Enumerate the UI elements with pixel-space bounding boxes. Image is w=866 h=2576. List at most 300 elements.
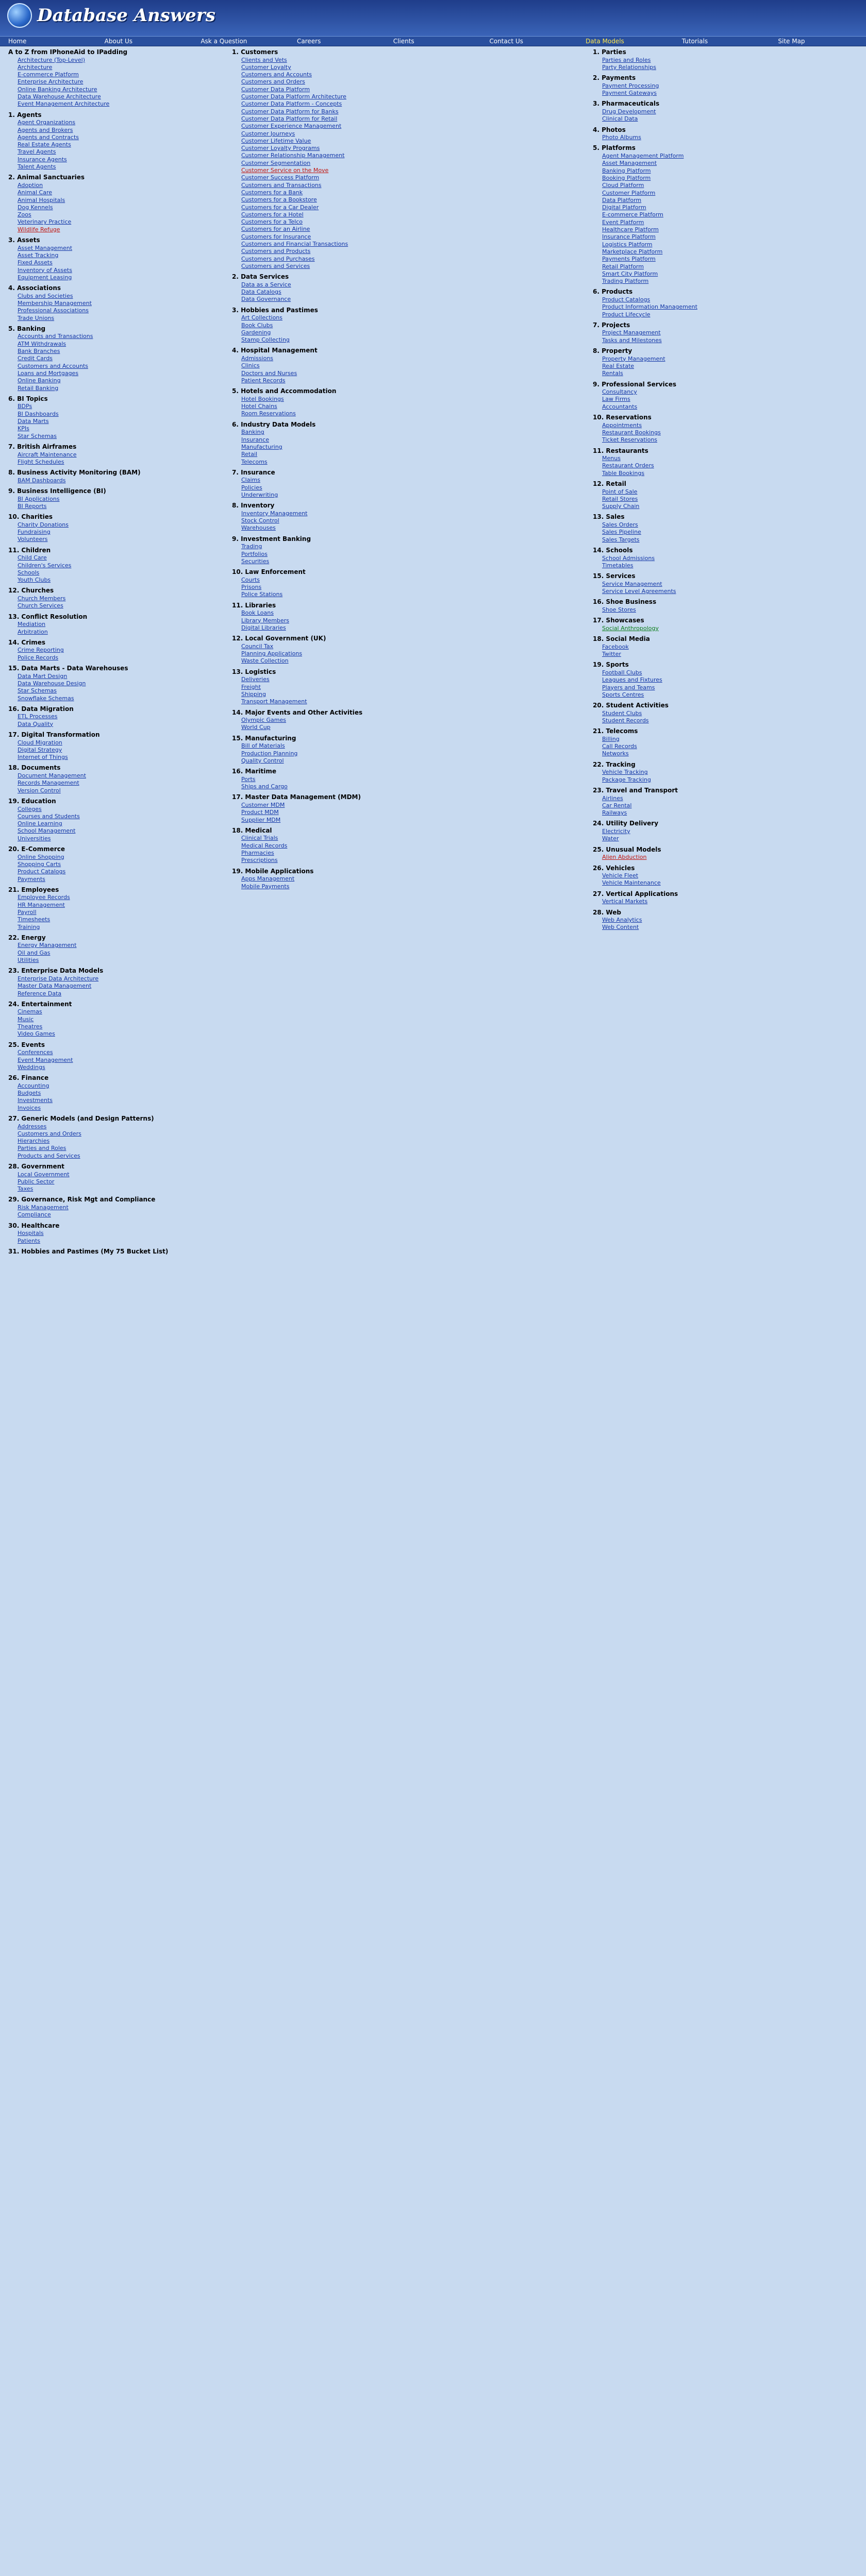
category-title[interactable]: 29. Governance, Risk Mgt and Compliance <box>8 1196 156 1204</box>
category-title[interactable]: 23. Travel and Transport <box>593 786 678 794</box>
model-link[interactable]: Deliveries <box>241 676 270 683</box>
model-link[interactable]: Aircraft Maintenance <box>18 451 77 458</box>
model-link[interactable]: Stock Control <box>241 517 279 524</box>
nav-item-contact-us[interactable]: Contact Us <box>489 38 523 45</box>
model-link[interactable]: Weddings <box>18 1063 45 1071</box>
model-link[interactable]: Colleges <box>18 805 42 812</box>
model-link[interactable]: Web Analytics <box>602 917 642 924</box>
model-link[interactable]: Production Planning <box>241 750 298 757</box>
category-title[interactable]: 11. Children <box>8 546 51 554</box>
model-link[interactable]: Banking Platform <box>602 167 651 174</box>
model-link[interactable]: Hotel Chains <box>241 403 277 410</box>
model-link[interactable]: Church Members <box>18 595 66 602</box>
model-link[interactable]: Product Information Management <box>602 303 697 311</box>
model-link[interactable]: Insurance Agents <box>18 156 67 163</box>
model-link[interactable]: Investments <box>18 1097 53 1104</box>
model-link[interactable]: Payroll <box>18 909 37 916</box>
category-title[interactable]: 17. Master Data Management (MDM) <box>232 793 361 801</box>
model-link[interactable]: Document Management <box>18 772 86 779</box>
model-link[interactable]: Customer Data Platform Architecture <box>241 93 346 100</box>
model-link[interactable]: Planning Applications <box>241 650 303 657</box>
category-title[interactable]: 27. Generic Models (and Design Patterns) <box>8 1114 154 1122</box>
model-link[interactable]: Transport Management <box>241 698 307 705</box>
model-link[interactable]: Data Governance <box>241 296 291 303</box>
model-link[interactable]: Fundraising <box>18 529 51 536</box>
model-link[interactable]: Retail <box>241 451 258 458</box>
model-link[interactable]: Data Platform <box>602 196 642 204</box>
model-link[interactable]: Customers and Accounts <box>241 71 312 78</box>
model-link[interactable]: Agents and Brokers <box>18 126 73 133</box>
model-link[interactable]: Event Management Architecture <box>18 100 110 108</box>
model-link[interactable]: Warehouses <box>241 524 276 532</box>
model-link[interactable]: Gardening <box>241 329 271 336</box>
model-link[interactable]: Employee Records <box>18 894 70 901</box>
model-link[interactable]: Ships and Cargo <box>241 783 288 790</box>
model-link[interactable]: Loans and Mortgages <box>18 369 79 377</box>
category-title[interactable]: 24. Entertainment <box>8 1000 72 1008</box>
category-title[interactable]: 5. Platforms <box>593 144 636 152</box>
model-link[interactable]: Water <box>602 835 619 842</box>
model-link[interactable]: Travel Agents <box>18 148 56 156</box>
model-link[interactable]: Asset Management <box>602 160 657 167</box>
model-link[interactable]: Customer Segmentation <box>241 159 311 166</box>
model-link[interactable]: School Admissions <box>602 554 655 562</box>
model-link[interactable]: Sales Orders <box>602 521 638 529</box>
category-title[interactable]: 10. Law Enforcement <box>232 568 306 576</box>
model-link[interactable]: Smart City Platform <box>602 270 658 277</box>
category-title[interactable]: 4. Hospital Management <box>232 347 318 354</box>
category-title[interactable]: 8. Property <box>593 347 632 355</box>
model-link[interactable]: Vehicle Maintenance <box>602 879 661 887</box>
model-link[interactable]: Customer Platform <box>602 189 656 196</box>
model-link[interactable]: Architecture <box>18 63 53 71</box>
model-link[interactable]: Customer Loyalty <box>241 63 291 71</box>
category-title[interactable]: 12. Retail <box>593 480 626 487</box>
model-link[interactable]: Book Clubs <box>241 321 273 329</box>
category-title[interactable]: 2. Payments <box>593 74 636 82</box>
model-link[interactable]: Reference Data <box>18 990 62 997</box>
category-title[interactable]: 13. Conflict Resolution <box>8 613 88 620</box>
model-link[interactable]: Courts <box>241 576 260 583</box>
model-link[interactable]: Accountants <box>602 403 638 410</box>
model-link[interactable]: Stamp Collecting <box>241 336 290 344</box>
model-link[interactable]: Professional Associations <box>18 307 89 314</box>
model-link[interactable]: Children's Services <box>18 562 72 569</box>
model-link[interactable]: Room Reservations <box>241 410 296 417</box>
category-title[interactable]: 15. Manufacturing <box>232 734 296 742</box>
category-title[interactable]: 17. Digital Transformation <box>8 731 100 738</box>
model-link[interactable]: Event Platform <box>602 218 644 226</box>
category-title[interactable]: 7. Insurance <box>232 468 275 476</box>
model-link[interactable]: Arbitration <box>18 628 48 635</box>
model-link[interactable]: ATM Withdrawals <box>18 340 66 347</box>
model-link[interactable]: Council Tax <box>241 642 274 650</box>
category-title[interactable]: 15. Services <box>593 572 636 580</box>
category-title[interactable]: 1. Customers <box>232 48 278 56</box>
model-link[interactable]: Admissions <box>241 355 274 362</box>
model-link[interactable]: Youth Clubs <box>18 577 51 584</box>
model-link[interactable]: Addresses <box>18 1123 47 1130</box>
model-link[interactable]: Quality Control <box>241 757 284 764</box>
category-title[interactable]: 19. Sports <box>593 661 629 669</box>
model-link[interactable]: Music <box>18 1015 34 1023</box>
model-link[interactable]: Online Banking <box>18 377 61 384</box>
model-link[interactable]: Public Sector <box>18 1178 55 1185</box>
model-link[interactable]: Taxes <box>18 1185 34 1193</box>
model-link[interactable]: Customers and Financial Transactions <box>241 241 348 248</box>
model-link[interactable]: Courses and Students <box>18 812 80 820</box>
model-link[interactable]: Consultancy <box>602 388 637 396</box>
model-link[interactable]: Student Records <box>602 717 649 724</box>
model-link[interactable]: Agents and Contracts <box>18 133 79 141</box>
model-link[interactable]: Hotel Bookings <box>241 395 284 402</box>
model-link[interactable]: Animal Care <box>18 189 53 196</box>
category-title[interactable]: 31. Hobbies and Pastimes (My 75 Bucket List) <box>8 1247 169 1255</box>
model-link[interactable]: Prescriptions <box>241 857 278 864</box>
model-link[interactable]: Architecture (Top-Level) <box>18 56 85 63</box>
model-link[interactable]: Olympic Games <box>241 717 287 724</box>
model-link[interactable]: Doctors and Nurses <box>241 369 297 377</box>
model-link[interactable]: Compliance <box>18 1211 51 1218</box>
model-link[interactable]: Photo Albums <box>602 134 641 141</box>
model-link[interactable]: Child Care <box>18 554 47 562</box>
model-link[interactable]: Manufacturing <box>241 443 282 450</box>
model-link[interactable]: Oil and Gas <box>18 949 51 956</box>
model-link[interactable]: Pharmacies <box>241 850 274 857</box>
model-link[interactable]: Real Estate Agents <box>18 141 71 148</box>
model-link[interactable]: Vehicle Fleet <box>602 872 639 879</box>
model-link[interactable]: Parties and Roles <box>18 1145 66 1152</box>
model-link[interactable]: Trading <box>241 543 262 550</box>
model-link[interactable]: Rentals <box>602 370 623 377</box>
model-link[interactable]: Customers and Transactions <box>241 181 322 189</box>
model-link[interactable]: Customers for Insurance <box>241 233 311 240</box>
model-link[interactable]: Star Schemas <box>18 432 57 439</box>
model-link[interactable]: Clients and Vets <box>241 56 287 63</box>
model-link[interactable]: Police Stations <box>241 591 283 598</box>
model-link[interactable]: Appointments <box>602 421 642 429</box>
model-link[interactable]: Hierarchies <box>18 1138 50 1145</box>
model-link[interactable]: Wildlife Refuge <box>18 226 60 233</box>
category-title[interactable]: 20. E-Commerce <box>8 845 65 853</box>
model-link[interactable]: Customers and Orders <box>18 1130 81 1137</box>
model-link[interactable]: Utilities <box>18 957 39 964</box>
model-link[interactable]: Customers for a Bank <box>241 189 303 196</box>
model-link[interactable]: Customer Journeys <box>241 130 295 137</box>
model-link[interactable]: Claims <box>241 477 260 484</box>
model-link[interactable]: Customer Data Platform for Banks <box>241 108 339 115</box>
model-link[interactable]: Library Members <box>241 617 289 624</box>
model-link[interactable]: Enterprise Data Architecture <box>18 975 99 982</box>
category-title[interactable]: 30. Healthcare <box>8 1222 60 1229</box>
model-link[interactable]: Freight <box>241 683 261 690</box>
model-link[interactable]: Event Management <box>18 1056 73 1063</box>
model-link[interactable]: Animal Hospitals <box>18 196 65 204</box>
model-link[interactable]: Payment Gateways <box>602 90 657 97</box>
model-link[interactable]: Digital Strategy <box>18 746 62 753</box>
model-link[interactable]: Customers for a Hotel <box>241 211 304 218</box>
model-link[interactable]: Theatres <box>18 1023 43 1030</box>
model-link[interactable]: Crime Reporting <box>18 647 64 654</box>
model-link[interactable]: Customer Loyalty Programs <box>241 145 320 152</box>
category-title[interactable]: 2. Data Services <box>232 273 289 281</box>
model-link[interactable]: Supplier MDM <box>241 816 281 823</box>
category-title[interactable]: 13. Logistics <box>232 668 276 675</box>
model-link[interactable]: Accounts and Transactions <box>18 333 93 340</box>
model-link[interactable]: Local Government <box>18 1171 70 1178</box>
category-title[interactable]: 21. Employees <box>8 886 59 893</box>
model-link[interactable]: Project Management <box>602 329 661 336</box>
model-link[interactable]: Customers and Services <box>241 262 310 269</box>
model-link[interactable]: Portfolios <box>241 550 268 557</box>
model-link[interactable]: School Management <box>18 827 76 835</box>
model-link[interactable]: Sports Centres <box>602 691 644 698</box>
model-link[interactable]: Payment Processing <box>602 82 659 89</box>
model-link[interactable]: Police Records <box>18 654 59 661</box>
model-link[interactable]: Data Warehouse Architecture <box>18 93 101 100</box>
model-link[interactable]: Table Bookings <box>602 469 645 477</box>
model-link[interactable]: Customer Success Platform <box>241 174 320 181</box>
category-title[interactable]: 12. Churches <box>8 587 54 595</box>
model-link[interactable]: Video Games <box>18 1030 55 1038</box>
model-link[interactable]: Real Estate <box>602 362 635 369</box>
category-title[interactable]: 18. Social Media <box>593 635 650 643</box>
nav-item-tutorials[interactable]: Tutorials <box>681 38 708 45</box>
model-link[interactable]: Railways <box>602 809 627 817</box>
category-title[interactable]: 9. Professional Services <box>593 380 677 388</box>
nav-item-ask-a-question[interactable]: Ask a Question <box>201 38 247 45</box>
model-link[interactable]: Universities <box>18 835 51 842</box>
model-link[interactable]: Customer Experience Management <box>241 123 342 130</box>
model-link[interactable]: Schools <box>18 569 40 576</box>
model-link[interactable]: Product Catalogs <box>18 868 66 875</box>
model-link[interactable]: Cloud Migration <box>18 739 62 746</box>
model-link[interactable]: Healthcare Platform <box>602 226 659 233</box>
model-link[interactable]: Charity Donations <box>18 521 69 528</box>
category-title[interactable]: 16. Maritime <box>232 768 276 775</box>
model-link[interactable]: Customers for a Bookstore <box>241 196 317 204</box>
model-link[interactable]: Clubs and Societies <box>18 292 73 299</box>
model-link[interactable]: Patient Records <box>241 377 286 384</box>
model-link[interactable]: Supply Chain <box>602 503 640 510</box>
model-link[interactable]: Asset Tracking <box>18 251 59 259</box>
model-link[interactable]: Customer MDM <box>241 801 285 808</box>
model-link[interactable]: Clinical Trials <box>241 835 278 842</box>
model-link[interactable]: Inventory Management <box>241 510 308 517</box>
model-link[interactable]: Trading Platform <box>602 278 649 285</box>
category-title[interactable]: 13. Sales <box>593 513 625 521</box>
model-link[interactable]: Clinical Data <box>602 115 638 123</box>
model-link[interactable]: Booking Platform <box>602 174 651 181</box>
category-title[interactable]: 4. Associations <box>8 284 61 292</box>
model-link[interactable]: Drug Development <box>602 108 656 115</box>
model-link[interactable]: Snowflake Schemas <box>18 694 74 702</box>
model-link[interactable]: Online Learning <box>18 820 62 827</box>
category-title[interactable]: 6. Products <box>593 288 633 296</box>
model-link[interactable]: Enterprise Architecture <box>18 78 84 86</box>
category-title[interactable]: 25. Events <box>8 1041 45 1048</box>
model-link[interactable]: Budgets <box>18 1090 41 1097</box>
model-link[interactable]: Social Anthropology <box>602 624 659 632</box>
model-link[interactable]: Waste Collection <box>241 657 289 665</box>
model-link[interactable]: Parties and Roles <box>602 56 651 63</box>
model-link[interactable]: Vehicle Tracking <box>602 769 648 776</box>
model-link[interactable]: Customers for an Airline <box>241 226 310 233</box>
model-link[interactable]: Agent Organizations <box>18 119 76 126</box>
model-link[interactable]: Logistics Platform <box>602 241 653 248</box>
category-title[interactable]: 26. Vehicles <box>593 864 635 872</box>
model-link[interactable]: Product MDM <box>241 809 279 816</box>
category-title[interactable]: 23. Enterprise Data Models <box>8 967 104 975</box>
model-link[interactable]: Zoos <box>18 211 31 218</box>
model-link[interactable]: Data Quality <box>18 720 54 727</box>
model-link[interactable]: Point of Sale <box>602 488 638 495</box>
model-link[interactable]: Shoe Stores <box>602 606 636 613</box>
model-link[interactable]: Ports <box>241 775 256 783</box>
model-link[interactable]: Clinics <box>241 362 260 369</box>
model-link[interactable]: Energy Management <box>18 942 77 949</box>
category-title[interactable]: 27. Vertical Applications <box>593 890 678 897</box>
category-title[interactable]: 18. Documents <box>8 764 61 772</box>
nav-item-home[interactable]: Home <box>8 38 27 45</box>
site-logo[interactable] <box>7 3 215 28</box>
model-link[interactable]: Customer Data Platform <box>241 86 310 93</box>
model-link[interactable]: Customer Service on the Move <box>241 167 329 174</box>
model-link[interactable]: Tasks and Milestones <box>602 336 662 344</box>
model-link[interactable]: Accounting <box>18 1082 49 1089</box>
model-link[interactable]: Internet of Things <box>18 754 68 761</box>
category-title[interactable]: 8. Inventory <box>232 502 275 510</box>
model-link[interactable]: Customer Lifetime Value <box>241 137 311 144</box>
model-link[interactable]: Data as a Service <box>241 281 291 288</box>
model-link[interactable]: Retail Stores <box>602 495 638 502</box>
model-link[interactable]: BAM Dashboards <box>18 477 66 484</box>
category-title[interactable]: 17. Showcases <box>593 617 644 624</box>
model-link[interactable]: Customer Data Platform - Concepts <box>241 100 342 108</box>
category-title[interactable]: 12. Local Government (UK) <box>232 635 326 642</box>
model-link[interactable]: Data Mart Design <box>18 672 68 680</box>
nav-item-site-map[interactable]: Site Map <box>778 38 805 45</box>
model-link[interactable]: Package Tracking <box>602 776 651 783</box>
model-link[interactable]: Data Marts <box>18 418 49 425</box>
model-link[interactable]: Star Schemas <box>18 687 57 694</box>
model-link[interactable]: Conferences <box>18 1049 53 1056</box>
model-link[interactable]: Sales Pipeline <box>602 529 641 536</box>
category-title[interactable]: 10. Charities <box>8 513 53 521</box>
model-link[interactable]: Customers for a Car Dealer <box>241 204 319 211</box>
model-link[interactable]: Bank Branches <box>18 348 60 355</box>
category-title[interactable]: 25. Unusual Models <box>593 845 661 853</box>
model-link[interactable]: World Cup <box>241 724 271 731</box>
category-title[interactable]: 8. Business Activity Monitoring (BAM) <box>8 469 141 477</box>
model-link[interactable]: Master Data Management <box>18 982 92 990</box>
model-link[interactable]: Shopping Carts <box>18 860 61 868</box>
model-link[interactable]: Service Level Agreements <box>602 588 676 595</box>
model-link[interactable]: BDPs <box>18 403 32 410</box>
model-link[interactable]: Restaurant Orders <box>602 462 654 469</box>
model-link[interactable]: ETL Processes <box>18 713 58 720</box>
model-link[interactable]: Billing <box>602 735 620 742</box>
category-title[interactable]: 28. Web <box>593 908 621 916</box>
model-link[interactable]: Players and Teams <box>602 684 655 691</box>
category-title[interactable]: 28. Government <box>8 1162 64 1170</box>
category-title[interactable]: 18. Medical <box>232 826 272 834</box>
model-link[interactable]: Timesheets <box>18 916 51 923</box>
model-link[interactable]: Airlines <box>602 794 623 802</box>
nav-item-clients[interactable]: Clients <box>393 38 414 45</box>
model-link[interactable]: Fixed Assets <box>18 259 53 266</box>
model-link[interactable]: Service Management <box>602 580 662 587</box>
category-title[interactable]: 14. Schools <box>593 546 633 554</box>
category-title[interactable]: 3. Pharmaceuticals <box>593 100 660 108</box>
model-link[interactable]: Apps Management <box>241 875 295 883</box>
model-link[interactable]: BI Applications <box>18 495 60 502</box>
category-title[interactable]: 26. Finance <box>8 1074 49 1082</box>
model-link[interactable]: Telecoms <box>241 458 268 465</box>
model-link[interactable]: Patients <box>18 1237 41 1244</box>
category-title[interactable]: 10. Reservations <box>593 414 652 421</box>
model-link[interactable]: Records Management <box>18 779 79 787</box>
model-link[interactable]: Flight Schedules <box>18 458 64 465</box>
model-link[interactable]: Talent Agents <box>18 163 56 171</box>
category-title[interactable]: 9. Investment Banking <box>232 535 311 543</box>
model-link[interactable]: Facebook <box>602 643 629 650</box>
model-link[interactable]: Product Lifecycle <box>602 311 651 318</box>
model-link[interactable]: Menus <box>602 455 621 462</box>
category-title[interactable]: 14. Major Events and Other Activities <box>232 708 363 716</box>
model-link[interactable]: Shipping <box>241 690 266 698</box>
model-link[interactable]: Football Clubs <box>602 669 642 676</box>
category-title[interactable]: 5. Hotels and Accommodation <box>232 387 337 395</box>
nav-item-data-models[interactable]: Data Models <box>586 38 624 45</box>
model-link[interactable]: Digital Platform <box>602 204 646 211</box>
category-title[interactable]: 7. British Airframes <box>8 443 77 450</box>
category-title[interactable]: 21. Telecoms <box>593 727 638 735</box>
model-link[interactable]: Car Rental <box>602 802 632 809</box>
model-link[interactable]: Customer Data Platform for Retail <box>241 115 338 122</box>
model-link[interactable]: Mediation <box>18 621 46 628</box>
category-title[interactable]: 16. Data Migration <box>8 705 74 713</box>
category-title[interactable]: 19. Education <box>8 797 56 805</box>
model-link[interactable]: Volunteers <box>18 536 48 543</box>
model-link[interactable]: Data Catalogs <box>241 289 281 296</box>
model-link[interactable]: Mobile Payments <box>241 883 290 890</box>
model-link[interactable]: Retail Banking <box>18 384 59 392</box>
model-link[interactable]: Products and Services <box>18 1152 80 1159</box>
model-link[interactable]: Data Warehouse Design <box>18 680 86 687</box>
model-link[interactable]: Book Loans <box>241 609 274 617</box>
model-link[interactable]: Credit Cards <box>18 355 53 362</box>
model-link[interactable]: Customer Relationship Management <box>241 152 345 159</box>
category-title[interactable]: 11. Restaurants <box>593 447 648 454</box>
model-link[interactable]: Web Content <box>602 924 639 931</box>
category-title[interactable]: 22. Energy <box>8 934 46 941</box>
model-link[interactable]: Timetables <box>602 562 634 569</box>
model-link[interactable]: Insurance Platform <box>602 233 656 241</box>
model-link[interactable]: Payments Platform <box>602 256 656 263</box>
model-link[interactable]: Trade Unions <box>18 314 55 321</box>
category-title[interactable]: 1. Parties <box>593 48 626 56</box>
category-title[interactable]: 9. Business Intelligence (BI) <box>8 487 106 495</box>
model-link[interactable]: Prisons <box>241 584 262 591</box>
category-title[interactable]: 14. Crimes <box>8 638 46 646</box>
model-link[interactable]: Alien Abduction <box>602 854 647 861</box>
model-link[interactable]: Student Clubs <box>602 709 642 717</box>
category-title[interactable]: 6. BI Topics <box>8 395 48 402</box>
model-link[interactable]: Marketplace Platform <box>602 248 663 255</box>
model-link[interactable]: Training <box>18 923 40 930</box>
model-link[interactable]: KPIs <box>18 425 29 432</box>
